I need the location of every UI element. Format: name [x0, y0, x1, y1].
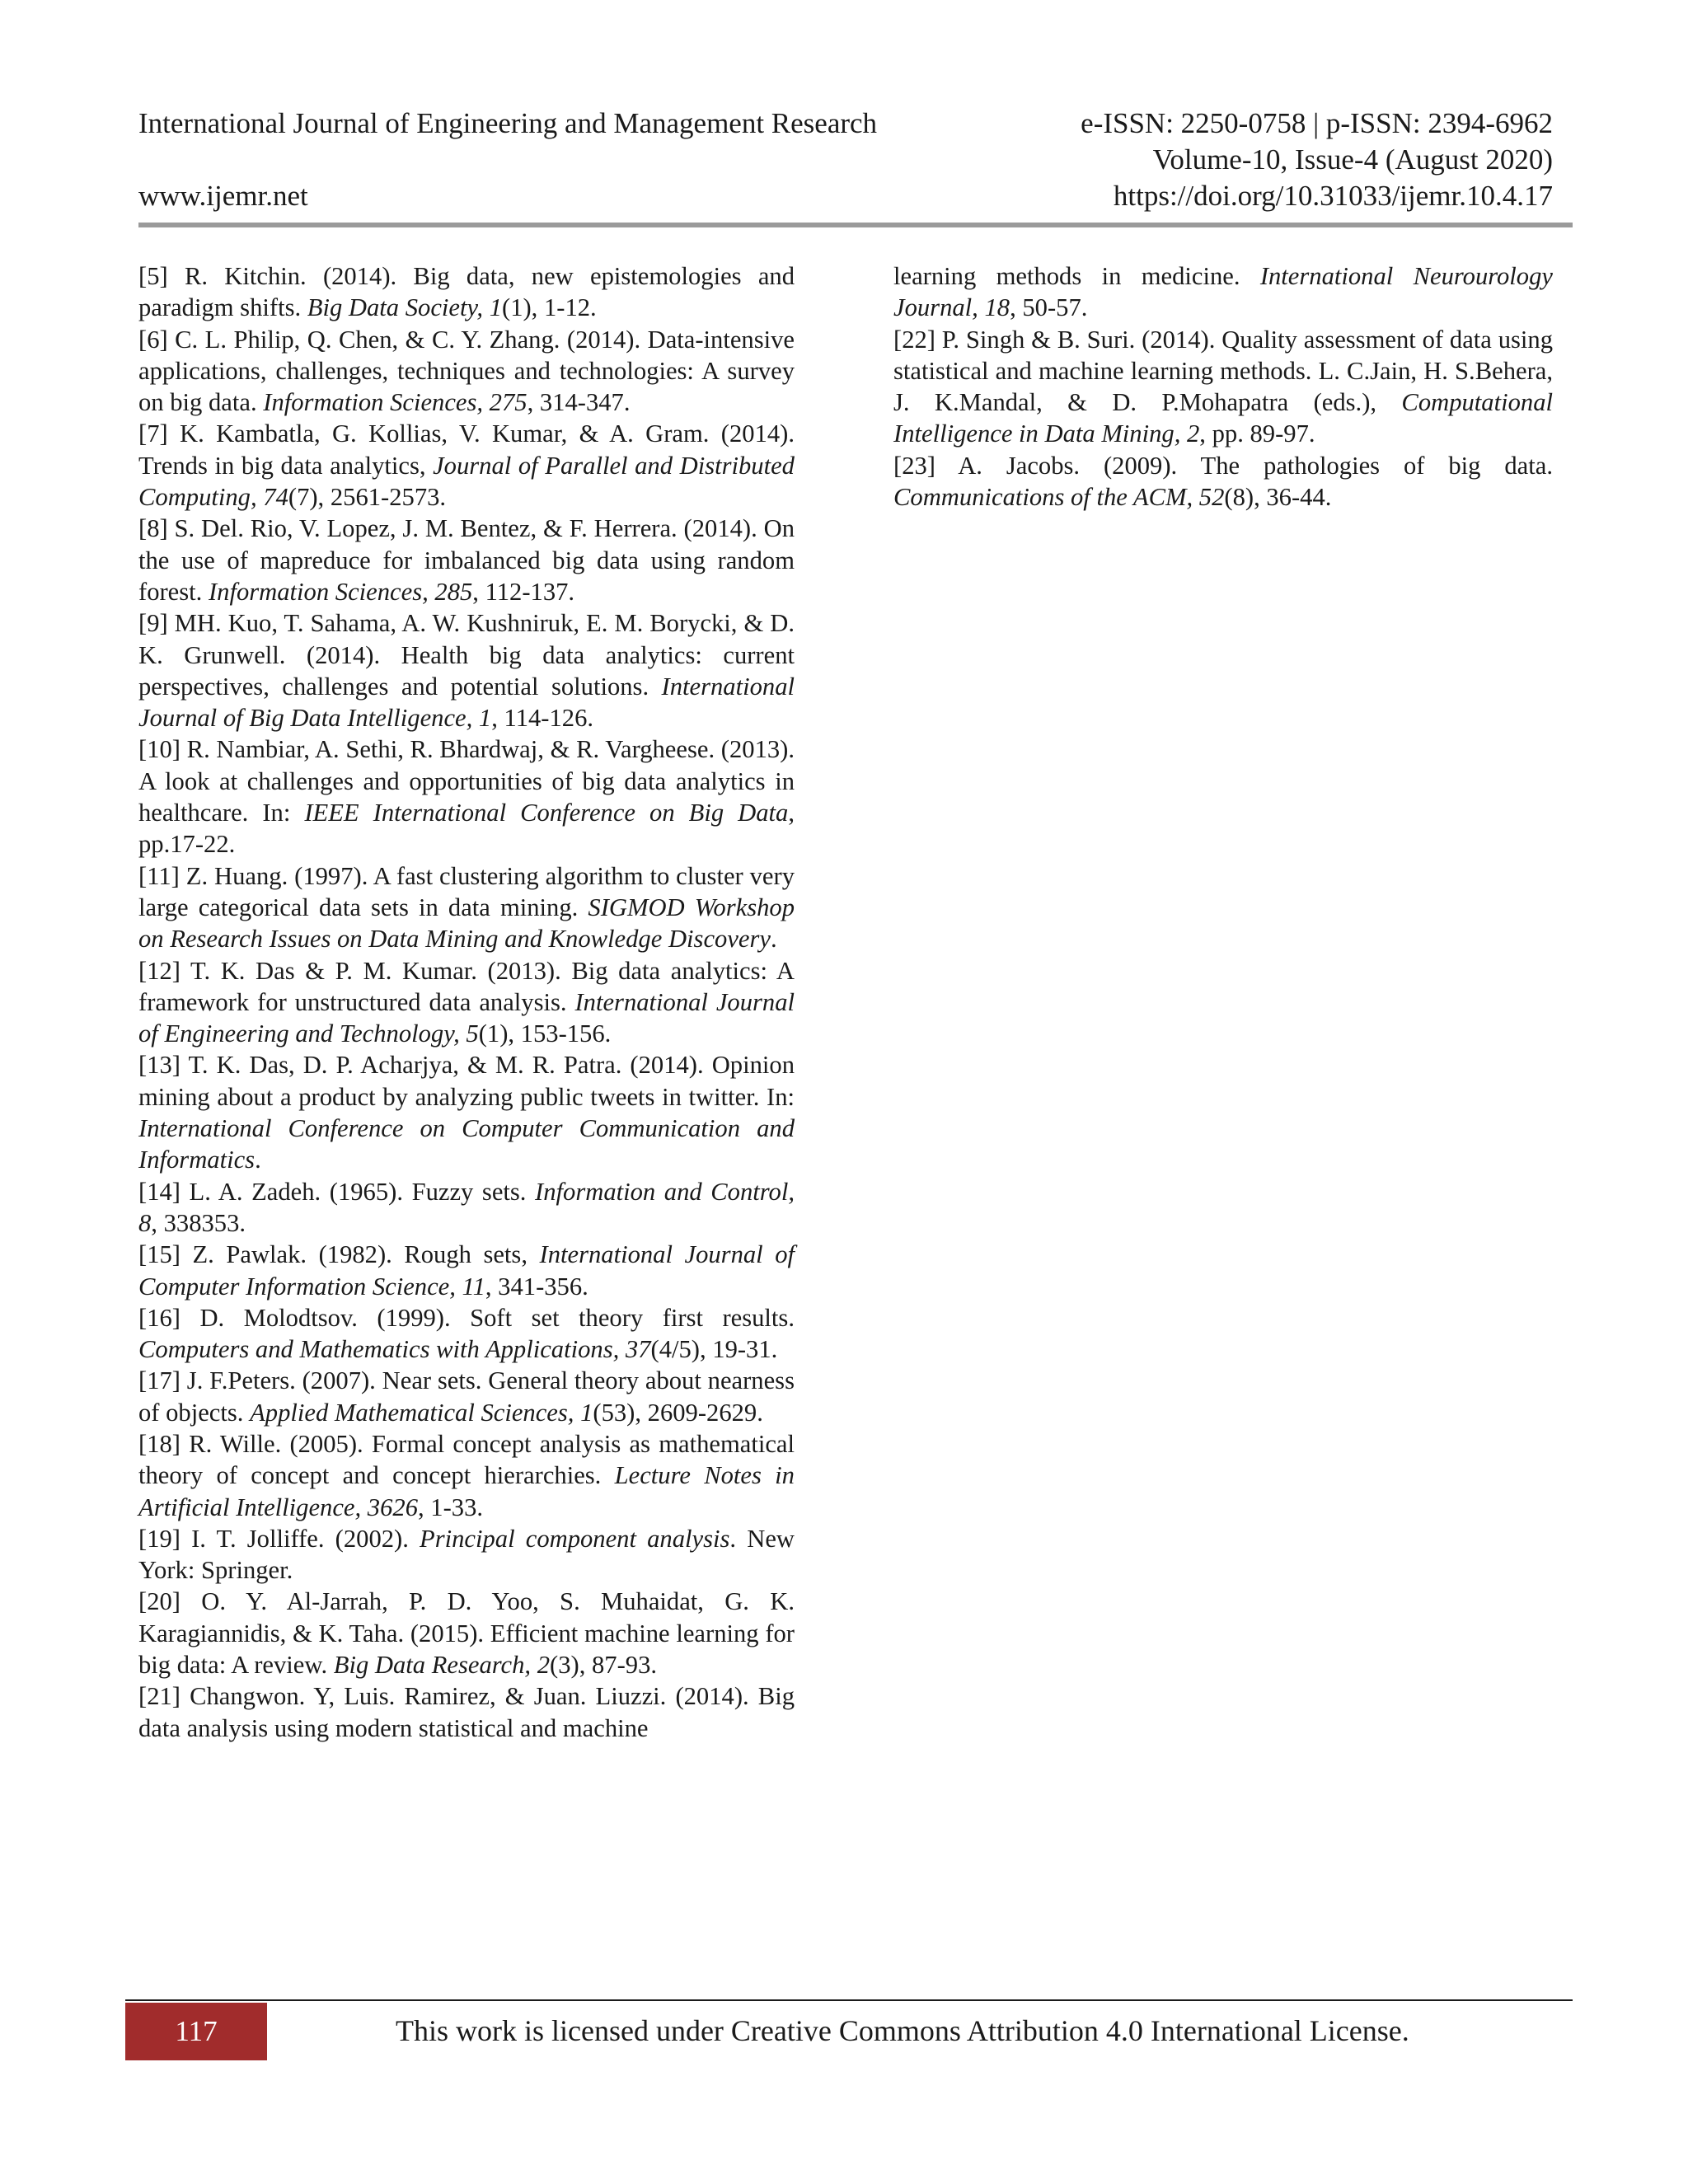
reference-source: SIGMOD Workshop on Research Issues on Data Mining and Knowledge Discovery	[138, 893, 795, 954]
header-rule	[138, 223, 1573, 227]
reference-text: .	[255, 1146, 261, 1174]
reference-text: [22] P. Singh & B. Suri. (2014). Quality assessment of data using statistical and machine learning methods. L. C.Jain, H. S.Behera, J. K.Mandal, & D. P.Mohapatra (eds.),	[893, 325, 1553, 417]
reference-source: Computational Intelligence in Data Mining, 2	[893, 388, 1553, 448]
reference-text: [8] S. Del. Rio, V. Lopez, J. M. Bentez, & F. Herrera. (2014). On the use of mapreduce for imbalanced big data using random forest.	[138, 514, 795, 606]
reference-text: , 114-126.	[491, 704, 594, 733]
reference-entry	[893, 450, 1553, 513]
reference-source: Information and Control, 8	[138, 1177, 795, 1237]
reference-text: [16] D. Molodtsov. (1999). Soft set theory first results.	[138, 1303, 795, 1332]
reference-entry	[138, 733, 795, 860]
reference-text: [5] R. Kitchin. (2014). Big data, new epistemologies and paradigm shifts.	[138, 262, 795, 322]
reference-text: . New York: Springer.	[138, 1524, 795, 1585]
page-number: 117	[175, 2015, 218, 2047]
reference-text: .	[770, 925, 777, 954]
reference-text: (53), 2609-2629.	[593, 1398, 763, 1427]
reference-entry	[138, 1365, 795, 1428]
reference-text: [12] T. K. Das & P. M. Kumar. (2013). Big data analytics: A framework for unstructured data analysis.	[138, 956, 795, 1016]
reference-entry	[138, 1680, 795, 1744]
reference-text: , 338353.	[151, 1208, 246, 1237]
reference-text: [6] C. L. Philip, Q. Chen, & C. Y. Zhang. (2014). Data-intensive applications, challenges, techniques and technologies: A survey on big data.	[138, 325, 795, 417]
reference-text: [19] I. T. Jolliffe. (2002).	[138, 1524, 420, 1553]
reference-text: , pp. 89-97.	[1199, 419, 1315, 448]
reference-source: Lecture Notes in Artificial Intelligence, 3626	[138, 1461, 795, 1521]
reference-text: , 50-57.	[1010, 293, 1088, 322]
reference-text: [13] T. K. Das, D. P. Acharjya, & M. R. Patra. (2014). Opinion mining about a product by analyzing public tweets in twitter. In:	[138, 1051, 795, 1111]
issn: e-ISSN: 2250-0758 | p-ISSN: 2394-6962	[1081, 107, 1553, 139]
reference-text: [17] J. F.Peters. (2007). Near sets. General theory about nearness of objects.	[138, 1366, 795, 1427]
reference-text: [20] O. Y. Al-Jarrah, P. D. Yoo, S. Muhaidat, G. K. Karagiannidis, & K. Taha. (2015). Efficient machine learning for big data: A review.	[138, 1587, 795, 1680]
license-notice: This work is licensed under Creative Commons Attribution 4.0 International License.	[396, 2014, 1409, 2047]
reference-source: Big Data Society, 1	[307, 293, 502, 322]
reference-text: (3), 87-93.	[550, 1651, 658, 1680]
reference-entry	[138, 513, 795, 607]
doi-link[interactable]: https://doi.org/10.31033/ijemr.10.4.17	[1113, 180, 1553, 212]
reference-entry	[138, 1302, 795, 1366]
reference-text: [11] Z. Huang. (1997). A fast clustering algorithm to cluster very large categorical data sets in data mining.	[138, 861, 795, 921]
reference-text: [14] L. A. Zadeh. (1965). Fuzzy sets.	[138, 1177, 536, 1206]
reference-source: Information Sciences, 275	[263, 388, 528, 417]
reference-text: [7] K. Kambatla, G. Kollias, V. Kumar, & A. Gram. (2014). Trends in big data analytics,	[138, 419, 795, 480]
website-link[interactable]: www.ijemr.net	[138, 180, 308, 212]
reference-entry	[138, 1176, 795, 1240]
reference-source: International Journal of Big Data Intelligence, 1	[138, 672, 795, 733]
reference-source: Journal of Parallel and Distributed Computing, 74	[138, 451, 795, 512]
reference-source: Big Data Research, 2	[333, 1651, 551, 1680]
reference-text: (8), 36-44.	[1224, 483, 1332, 512]
reference-source: International Journal of Engineering and Technology, 5	[138, 987, 795, 1048]
reference-text: learning methods in medicine.	[893, 262, 1260, 290]
reference-entry	[138, 1586, 795, 1680]
reference-entry	[893, 260, 1553, 324]
reference-entry	[138, 324, 795, 419]
reference-entry	[138, 1523, 795, 1586]
reference-source: Computers and Mathematics with Applications, 37	[138, 1335, 651, 1364]
reference-source: International Journal of Computer Information Science, 11	[138, 1240, 795, 1301]
reference-entry	[138, 860, 795, 955]
reference-text: , 112-137.	[472, 577, 575, 606]
reference-text: [15] Z. Pawlak. (1982). Rough sets,	[138, 1240, 540, 1269]
footer-rule	[125, 1999, 1573, 2001]
references-right-column	[893, 260, 1553, 513]
reference-source: Information Sciences, 285	[208, 577, 473, 606]
reference-text: , pp.17-22.	[138, 799, 795, 859]
journal-title: International Journal of Engineering and Management Research	[138, 107, 878, 139]
reference-text: (1), 153-156.	[478, 1019, 612, 1048]
reference-text: (7), 2561-2573.	[288, 483, 447, 512]
reference-source: International Conference on Computer Communication and Informatics	[138, 1114, 795, 1174]
reference-source: Applied Mathematical Sciences, 1	[250, 1398, 593, 1427]
reference-entry	[138, 260, 795, 324]
reference-entry	[138, 955, 795, 1050]
volume-issue: Volume-10, Issue-4 (August 2020)	[1152, 143, 1553, 176]
reference-text: (4/5), 19-31.	[650, 1335, 778, 1364]
reference-entry	[138, 1049, 795, 1175]
reference-text: , 314-347.	[527, 388, 631, 417]
running-header	[138, 105, 1553, 214]
reference-source: Communications of the ACM, 52	[893, 483, 1225, 512]
reference-text: , 341-356.	[485, 1272, 588, 1301]
reference-entry	[893, 324, 1553, 450]
reference-text: [10] R. Nambiar, A. Sethi, R. Bhardwaj, & R. Vargheese. (2013). A look at challenges and opportunities of big data analytics in healthcare. In:	[138, 735, 795, 827]
reference-text: [18] R. Wille. (2005). Formal concept analysis as mathematical theory of concept and concept hierarchies.	[138, 1429, 795, 1490]
page-number-box	[125, 2003, 267, 2060]
reference-text: [9] MH. Kuo, T. Sahama, A. W. Kushniruk, E. M. Borycki, & D. K. Grunwell. (2014). Health big data analytics: current perspectives, challenges and potential solutions.	[138, 609, 795, 701]
reference-source: IEEE International Conference on Big Data	[304, 799, 789, 827]
reference-text: [23] A. Jacobs. (2009). The pathologies of big data.	[893, 451, 1553, 480]
reference-entry	[138, 1239, 795, 1302]
reference-text: (1), 1-12.	[502, 293, 597, 322]
reference-entry	[138, 418, 795, 513]
reference-source: Principal component analysis	[420, 1524, 730, 1553]
reference-entry	[138, 607, 795, 733]
reference-entry	[138, 1428, 795, 1523]
reference-text: , 1-33.	[418, 1493, 484, 1521]
reference-source: International Neurourology Journal, 18	[893, 262, 1553, 322]
reference-text: [21] Changwon. Y, Luis. Ramirez, & Juan. Liuzzi. (2014). Big data analysis using modern statistical and machine	[138, 1682, 795, 1742]
references-left-column	[138, 260, 795, 1744]
